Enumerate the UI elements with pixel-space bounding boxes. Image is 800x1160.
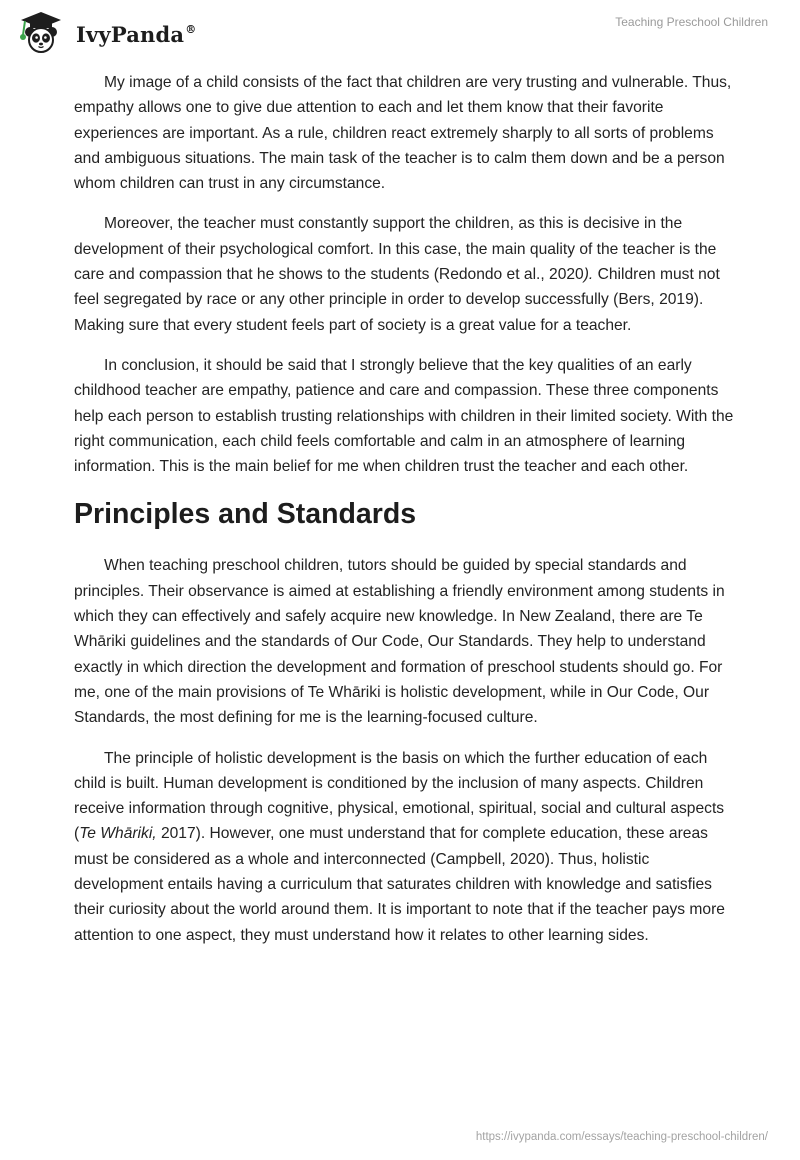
paragraph-text-start: Moreover, the teacher must constantly support the children, as this is decisive in the development of their psychological comfort. In this case, the main quality of the teacher is the care and compassion that he shows to the students (Redondo et al., 2020 [74,215,717,284]
logo-wordmark [76,22,196,47]
paragraph-italic-citation: Te Whāriki, [79,825,157,843]
registered-mark: ® [185,22,197,36]
paragraph-text-start: The principle of holistic development is the basis on which the further education of each child is built. Human development is conditioned by the inclusion of many aspects. Children receive information through cognitive, physical, emotional, spiritual, social and cultural aspects ( [74,749,725,843]
paragraph-image-of-child: My image of a child consists of the fact that children are very trusting and vulnerable. Thus, empathy allows one to give due attention to each and let them know that their favorite experiences are important. As a rule, children react extremely sharply to all sorts of problems and ambiguous situations. The main task of the teacher is to calm them down and be a person whom children can trust in any circumstance. [74,74,732,193]
logo-name: IvyPanda [76,21,185,47]
paragraph-text-end: Children must not feel segregated by race or any other principle in order to develop successfully (Bers, 2019). Making sure that every student feels part of society is a great value for a teacher. [74,266,720,334]
footer-url-link[interactable]: https://ivypanda.com/essays/teaching-preschool-children/ [475,1131,768,1143]
paragraph-standards: When teaching preschool children, tutors should be guided by special standards and principles. Their observance is aimed at establishing a friendly environment among students in which they can effectively and safely acquire new knowledge. In New Zealand, there are Te Whāriki guidelines and the standards of Our Code, Our Standards. They help to understand exactly in which direction the development and formation of preschool students should go. For me, one of the main provisions of Te Whāriki is holistic development, while in Our Code, Our Standards, the most defining for me is the learning-focused culture. [74,557,725,727]
page-header [0,0,800,60]
running-title: Teaching Preschool Children [615,15,768,29]
paragraph-teacher-support [74,211,734,337]
panda-graduate-icon [16,10,66,54]
paragraph-italic-text: ). [583,266,594,284]
section-heading: Principles and Standards [74,498,417,531]
ivypanda-logo[interactable] [16,10,196,54]
paragraph-holistic-development [74,746,734,948]
paragraph-conclusion: In conclusion, it should be said that I strongly believe that the key qualities of an early childhood teacher are empathy, patience and care and compassion. These three components help each person to establish trusting relationships with children in their limited society. With the right communication, each child feels comfortable and calm in an atmosphere of learning information. This is the main belief for me when children trust the teacher and each other. [74,356,734,476]
paragraph-text-end: 2017). However, one must understand that for complete education, these areas must be considered as a whole and interconnected (Campbell, 2020). Thus, holistic development entails having a curriculum that saturates children with knowledge and satisfies their curiosity about the world around them. It is important to note that if the teacher pays more attention to one aspect, they must understand how it relates to other learning sides. [74,825,725,944]
essay-body [74,70,734,963]
